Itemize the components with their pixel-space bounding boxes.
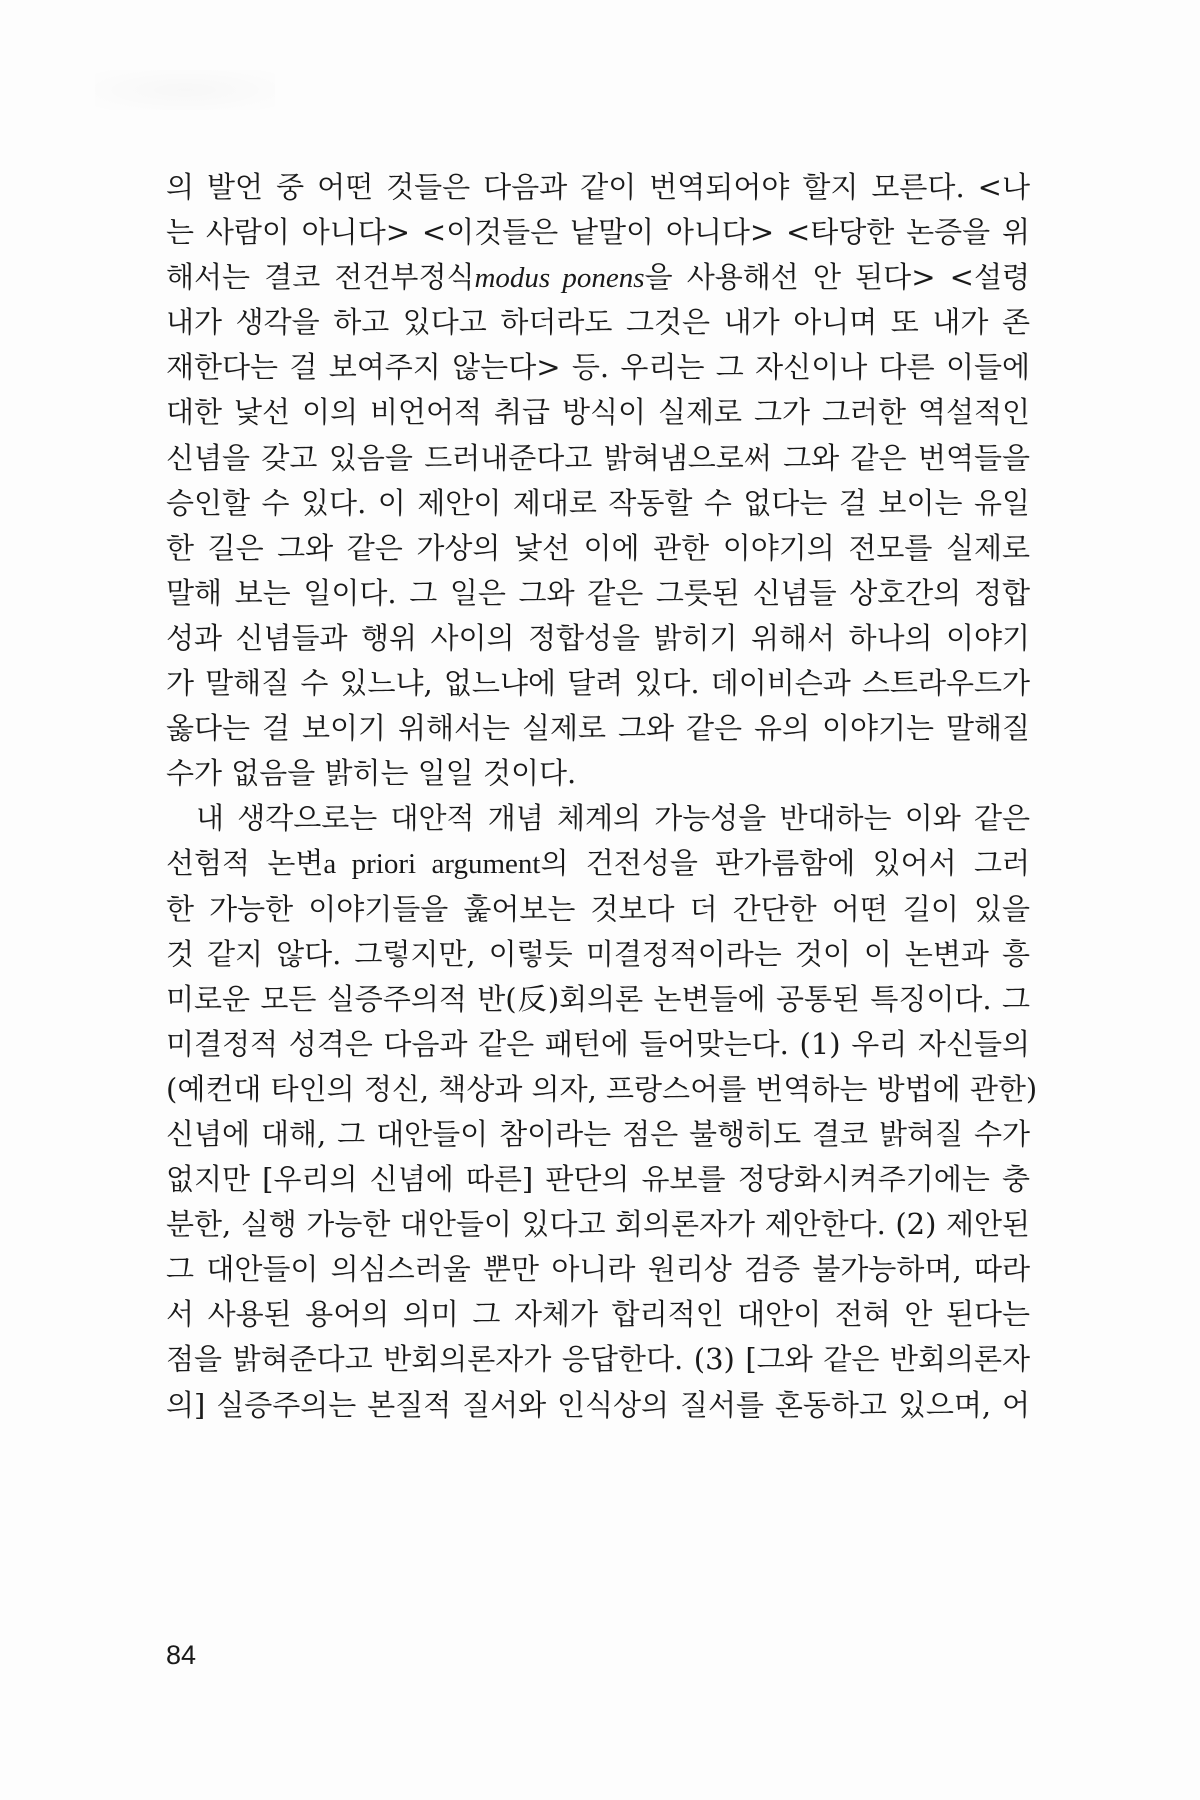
page-number: 84	[166, 1640, 197, 1670]
text-line: 는 사람이 아니다> <이것들은 낱말이 아니다> <타당한 논증을 위	[166, 215, 1030, 250]
text-line: 말해 보는 일이다. 그 일은 그와 같은 그릇된 신념들 상호간의 정합	[166, 575, 1030, 610]
text-line: 내가 생각을 하고 있다고 하더라도 그것은 내가 아니며 또 내가 존	[166, 305, 1030, 340]
text-line: 미로운 모든 실증주의적 반(反)회의론 논변들에 공통된 특징이다. 그	[166, 981, 1030, 1016]
text-line: 신념에 대해, 그 대안들이 참이라는 점은 불행히도 결코 밝혀질 수가	[166, 1116, 1030, 1151]
text-line: 의] 실증주의는 본질적 질서와 인식상의 질서를 혼동하고 있으며, 어	[166, 1387, 1030, 1422]
text-segment: 의 건전성을 판가름함에 있어서 그러	[540, 846, 1030, 881]
paragraph-start-line: 내 생각으로는 대안적 개념 체계의 가능성을 반대하는 이와 같은	[196, 801, 1030, 836]
text-line: 것 같지 않다. 그렇지만, 이렇듯 미결정적이라는 것이 이 논변과 흥	[166, 936, 1030, 971]
text-line: 성과 신념들과 행위 사이의 정합성을 밝히기 위해서 하나의 이야기	[166, 620, 1030, 655]
paragraph-end-line: 수가 없음을 밝히는 일일 것이다.	[166, 756, 577, 791]
text-segment: 해서는 결코 전건부정식	[166, 260, 475, 295]
text-line: 대한 낯선 이의 비언어적 취급 방식이 실제로 그가 그러한 역설적인	[166, 395, 1030, 430]
text-line: 신념을 갖고 있음을 드러내준다고 밝혀냄으로써 그와 같은 번역들을	[166, 440, 1030, 475]
text-segment: 선험적 논변	[166, 846, 324, 881]
text-line: 의 발언 중 어떤 것들은 다음과 같이 번역되어야 할지 모른다. <나	[166, 170, 1030, 204]
scan-smudge	[95, 70, 275, 110]
text-line	[166, 255, 1030, 300]
text-line: 한 길은 그와 같은 가상의 낯선 이에 관한 이야기의 전모를 실제로	[166, 530, 1030, 565]
text-line: 그 대안들이 의심스러울 뿐만 아니라 원리상 검증 불가능하며, 따라	[166, 1252, 1030, 1287]
latin-term: modus ponens	[474, 262, 645, 295]
text-line: 재한다는 걸 보여주지 않는다> 등. 우리는 그 자신이나 다른 이들에	[166, 350, 1030, 385]
text-line: (예컨대 타인의 정신, 책상과 의자, 프랑스어를 번역하는 방법에 관한)	[166, 1071, 1038, 1106]
latin-term: a priori argument	[323, 848, 541, 881]
text-line: 서 사용된 용어의 의미 그 자체가 합리적인 대안이 전혀 안 된다는	[166, 1297, 1030, 1332]
text-line: 분한, 실행 가능한 대안들이 있다고 회의론자가 제안한다. (2) 제안된	[166, 1207, 1030, 1242]
text-line: 점을 밝혀준다고 반회의론자가 응답한다. (3) [그와 같은 반회의론자	[166, 1342, 1030, 1377]
text-line: 한 가능한 이야기들을 훑어보는 것보다 더 간단한 어떤 길이 있을	[166, 891, 1030, 926]
text-line: 옳다는 걸 보이기 위해서는 실제로 그와 같은 유의 이야기는 말해질	[166, 711, 1030, 746]
text-segment: 을 사용해선 안 된다> <설령	[644, 260, 1030, 295]
text-line: 없지만 [우리의 신념에 따른] 판단의 유보를 정당화시켜주기에는 충	[166, 1162, 1030, 1197]
text-line: 미결정적 성격은 다음과 같은 패턴에 들어맞는다. (1) 우리 자신들의	[166, 1026, 1030, 1061]
text-line: 승인할 수 있다. 이 제안이 제대로 작동할 수 없다는 걸 보이는 유일	[166, 485, 1030, 520]
body-text	[166, 165, 1038, 1428]
text-line: 가 말해질 수 있느냐, 없느냐에 달려 있다. 데이비슨과 스트라우드가	[166, 666, 1030, 701]
text-line	[166, 841, 1030, 886]
